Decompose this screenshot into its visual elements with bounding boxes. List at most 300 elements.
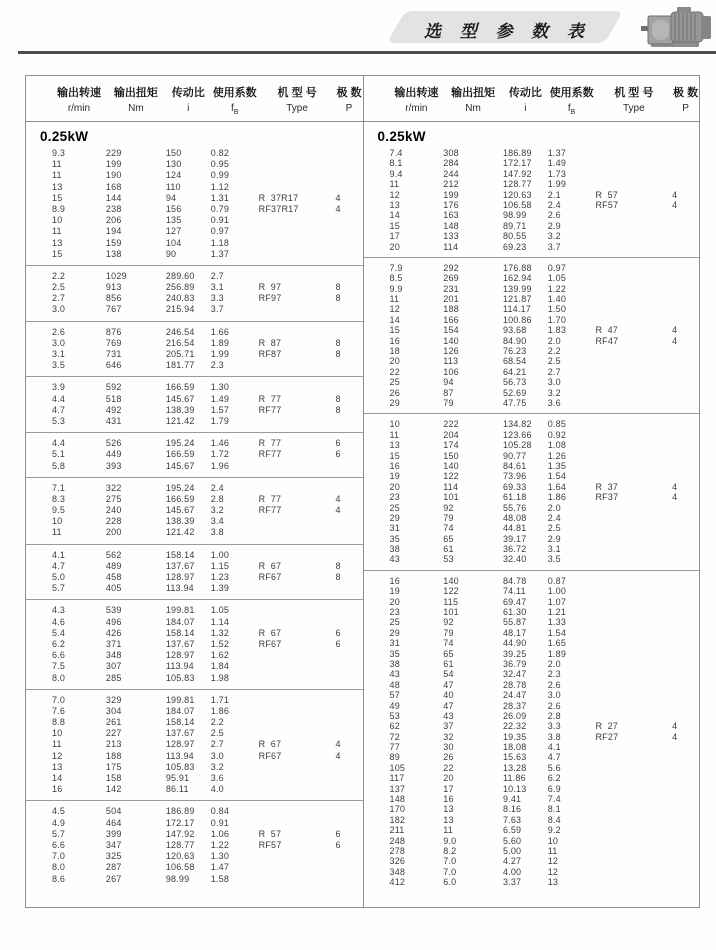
cell-service-factor: 0.82 xyxy=(210,148,230,158)
cell-ratio: 90 xyxy=(165,248,177,259)
col-header-output-speed: 输出转速 xyxy=(394,87,439,99)
cell-service-factor: 1.35 xyxy=(547,460,567,471)
cell-service-factor: 0.79 xyxy=(210,203,230,214)
table-row xyxy=(26,483,363,494)
cell-ratio: 105.28 xyxy=(502,440,532,451)
table-row xyxy=(364,867,700,877)
table-row xyxy=(364,815,700,825)
cell-model-type xyxy=(259,483,336,494)
cell-poles: 4 xyxy=(335,739,341,750)
cell-service-factor: 0.97 xyxy=(547,262,567,273)
cell-output-torque: 7.0 xyxy=(443,856,457,867)
cell-ratio: 84.78 xyxy=(502,575,527,586)
cell-output-speed: 77 xyxy=(389,742,400,753)
cell-output-speed: 8.3 xyxy=(52,493,66,504)
table-row xyxy=(26,338,363,349)
cell-service-factor: 3.7 xyxy=(547,241,561,252)
col-unit-poles: P xyxy=(682,103,689,114)
cell-output-speed: 4.4 xyxy=(52,438,66,449)
cell-output-speed: 4.4 xyxy=(52,393,66,404)
cell-model-type xyxy=(595,179,672,189)
cell-output-torque: 767 xyxy=(105,304,122,315)
cell-service-factor: 8.1 xyxy=(547,804,561,815)
cell-poles xyxy=(672,597,699,607)
cell-model-type xyxy=(595,294,672,304)
cell-output-torque: 74 xyxy=(443,523,454,534)
cell-ratio: 28.37 xyxy=(502,700,527,711)
cell-poles xyxy=(672,148,699,158)
cell-service-factor: 2.7 xyxy=(210,739,224,750)
cell-output-torque: 464 xyxy=(105,817,122,828)
cell-ratio: 7.63 xyxy=(502,814,522,825)
cell-model-type: RF77 xyxy=(258,505,282,516)
cell-service-factor: 0.91 xyxy=(210,817,230,828)
cell-service-factor: 1.12 xyxy=(210,181,230,192)
table-row xyxy=(26,238,363,249)
cell-output-torque: 199 xyxy=(443,189,459,200)
cell-poles xyxy=(672,367,699,377)
table-row xyxy=(364,721,700,731)
cell-ratio: 134.82 xyxy=(502,419,532,430)
cell-service-factor: 6.2 xyxy=(547,773,561,784)
table-row xyxy=(364,607,700,617)
cell-model-type xyxy=(259,461,336,472)
cell-output-torque: 159 xyxy=(105,237,122,248)
cell-output-speed: 3.9 xyxy=(52,382,66,393)
cell-ratio: 48.17 xyxy=(502,627,527,638)
cell-model-type xyxy=(595,430,672,440)
cell-output-torque: 22 xyxy=(443,762,454,773)
title-rule xyxy=(18,51,716,54)
cell-output-speed: 20 xyxy=(389,596,400,607)
cell-output-torque: 190 xyxy=(105,170,122,181)
table-row xyxy=(364,492,700,502)
cell-service-factor: 0.87 xyxy=(547,575,567,586)
cell-service-factor: 1.08 xyxy=(547,440,567,451)
cell-model-type: RF97 xyxy=(258,293,282,304)
cell-service-factor: 3.0 xyxy=(547,377,561,388)
cell-service-factor: 1.33 xyxy=(547,617,567,628)
cell-output-speed: 25 xyxy=(389,502,400,513)
table-row xyxy=(26,382,363,393)
cell-model-type xyxy=(259,851,336,862)
table-row xyxy=(26,650,363,661)
cell-ratio: 5.00 xyxy=(502,846,522,856)
table-row xyxy=(26,840,363,851)
cell-model-type xyxy=(595,701,672,711)
cell-poles xyxy=(672,294,699,304)
cell-output-speed: 38 xyxy=(389,658,400,669)
cell-model-type xyxy=(595,586,672,596)
cell-ratio: 138.39 xyxy=(165,516,195,527)
table-row xyxy=(364,325,700,335)
cell-output-speed: 11 xyxy=(52,739,62,750)
cell-poles xyxy=(672,576,699,586)
cell-service-factor: 1.30 xyxy=(210,851,230,862)
cell-service-factor: 8.4 xyxy=(547,814,561,825)
cell-model-type xyxy=(259,550,336,561)
col-header-poles: 极 数 xyxy=(336,87,362,99)
cell-output-speed: 35 xyxy=(389,533,400,544)
cell-model-type xyxy=(259,148,336,159)
cell-service-factor: 3.1 xyxy=(547,544,561,555)
table-row xyxy=(26,148,363,159)
cell-ratio: 186.89 xyxy=(165,806,195,817)
cell-ratio: 135 xyxy=(165,215,182,226)
cell-poles: 4 xyxy=(672,492,678,503)
cell-output-torque: 275 xyxy=(105,493,122,504)
table-row xyxy=(364,659,700,669)
cell-service-factor: 1.99 xyxy=(210,349,230,359)
cell-output-speed: 11 xyxy=(52,527,62,538)
cell-output-torque: 329 xyxy=(105,694,122,705)
table-row xyxy=(26,215,363,226)
cell-output-torque: 47 xyxy=(443,679,454,690)
cell-output-torque: 347 xyxy=(105,839,122,850)
cell-output-speed: 7.5 xyxy=(52,661,66,672)
table-row xyxy=(364,701,700,711)
cell-output-speed: 5.1 xyxy=(52,449,66,460)
cell-output-torque: 163 xyxy=(443,210,459,221)
table-row xyxy=(364,534,700,544)
cell-model-type xyxy=(595,367,672,377)
cell-poles: 8 xyxy=(335,404,341,415)
block-separator xyxy=(26,321,363,322)
cell-ratio: 36.72 xyxy=(502,544,527,555)
cell-poles xyxy=(336,818,363,829)
cell-service-factor: 1.22 xyxy=(210,839,230,850)
cell-model-type xyxy=(259,583,336,594)
cell-output-torque: 37 xyxy=(443,721,454,732)
cell-poles xyxy=(672,179,699,189)
cell-poles xyxy=(336,550,363,561)
page-title: 选 型 参 数 表 xyxy=(424,22,591,41)
cell-poles xyxy=(672,773,699,783)
cell-model-type xyxy=(595,554,672,564)
cell-ratio: 128.77 xyxy=(502,179,532,190)
col-unit-output-torque: Nm xyxy=(128,103,144,114)
cell-output-torque: 142 xyxy=(105,784,122,795)
cell-ratio: 216.54 xyxy=(165,337,195,348)
table-row xyxy=(26,874,363,885)
cell-output-torque: 458 xyxy=(105,572,122,582)
cell-model-type xyxy=(259,527,336,538)
cell-poles xyxy=(336,527,363,538)
table-row xyxy=(26,583,363,594)
cell-output-torque: 285 xyxy=(105,672,122,683)
cell-output-speed: 57 xyxy=(389,690,400,701)
cell-service-factor: 2.9 xyxy=(547,220,561,231)
col-unit-output-speed: r/min xyxy=(67,103,91,114)
cell-poles xyxy=(336,583,363,594)
cell-model-type xyxy=(259,650,336,661)
block-separator xyxy=(26,432,363,433)
cell-ratio: 84.61 xyxy=(502,460,527,471)
cell-output-speed: 8.6 xyxy=(52,873,66,884)
cell-poles xyxy=(336,806,363,817)
cell-output-torque: 731 xyxy=(105,349,122,359)
cell-output-torque: 913 xyxy=(105,282,122,293)
cell-output-torque: 1029 xyxy=(105,270,127,281)
cell-model-type xyxy=(259,762,336,773)
cell-poles xyxy=(672,690,699,700)
cell-service-factor: 1.49 xyxy=(547,158,567,169)
cell-model-type: RF57 xyxy=(595,199,619,210)
cell-output-speed: 29 xyxy=(389,397,400,408)
cell-ratio: 47.75 xyxy=(502,397,527,408)
table-row xyxy=(26,673,363,684)
cell-model-type xyxy=(259,327,336,338)
cell-model-type xyxy=(595,597,672,607)
cell-service-factor: 2.4 xyxy=(210,482,224,493)
cell-ratio: 106.58 xyxy=(165,862,195,873)
table-left-half xyxy=(26,76,363,907)
cell-output-speed: 7.6 xyxy=(52,705,66,716)
cell-service-factor: 3.7 xyxy=(210,304,224,315)
cell-output-torque: 114 xyxy=(443,481,459,492)
cell-poles xyxy=(336,717,363,728)
cell-output-torque: 492 xyxy=(105,404,122,415)
cell-ratio: 120.63 xyxy=(165,851,195,862)
cell-output-speed: 10 xyxy=(52,728,63,739)
cell-poles: 6 xyxy=(335,449,341,460)
cell-ratio: 137.67 xyxy=(165,560,195,571)
block-separator xyxy=(364,257,700,258)
cell-poles: 4 xyxy=(335,493,341,504)
cell-output-torque: 30 xyxy=(443,742,454,753)
cell-service-factor: 1.83 xyxy=(547,325,567,336)
cell-ratio: 114.17 xyxy=(502,304,531,315)
cell-output-speed: 8.0 xyxy=(52,672,66,683)
cell-ratio: 64.21 xyxy=(502,366,527,377)
cell-ratio: 18.08 xyxy=(502,742,527,753)
cell-output-speed: 9.3 xyxy=(52,148,66,158)
cell-ratio: 128.77 xyxy=(165,839,195,850)
cell-model-type xyxy=(595,461,672,471)
table-row xyxy=(26,204,363,215)
cell-poles xyxy=(336,650,363,661)
table-row xyxy=(364,773,700,783)
cell-service-factor: 3.2 xyxy=(210,505,224,516)
cell-output-speed: 16 xyxy=(389,575,400,586)
cell-poles xyxy=(336,226,363,237)
cell-model-type: R 77 xyxy=(258,493,282,504)
table-row xyxy=(26,349,363,360)
cell-ratio: 124 xyxy=(165,170,182,181)
table-row xyxy=(364,315,700,325)
cell-output-torque: 308 xyxy=(443,148,459,158)
col-header-output-torque: 输出扭矩 xyxy=(451,87,496,99)
cell-poles xyxy=(672,846,699,856)
cell-model-type xyxy=(595,638,672,648)
cell-service-factor: 0.92 xyxy=(547,429,567,440)
cell-ratio: 74.11 xyxy=(502,586,526,597)
cell-ratio: 195.24 xyxy=(165,482,195,493)
cell-service-factor: 1.58 xyxy=(210,873,230,884)
cell-poles: 6 xyxy=(335,828,341,839)
cell-output-speed: 412 xyxy=(389,877,406,888)
cell-poles xyxy=(672,356,699,366)
cell-poles xyxy=(672,794,699,804)
cell-ratio: 36.79 xyxy=(502,658,527,669)
cell-output-torque: 101 xyxy=(443,607,459,618)
cell-service-factor: 1.98 xyxy=(210,672,230,683)
cell-poles: 4 xyxy=(672,189,678,200)
cell-output-speed: 7.0 xyxy=(52,694,66,705)
cell-poles xyxy=(672,638,699,648)
table-row xyxy=(364,856,700,866)
cell-output-torque: 267 xyxy=(105,873,122,884)
cell-service-factor: 2.8 xyxy=(547,710,561,721)
cell-output-speed: 11 xyxy=(52,170,62,181)
cell-poles xyxy=(336,862,363,873)
cell-ratio: 205.71 xyxy=(165,349,195,359)
cell-poles xyxy=(672,419,699,429)
cell-poles: 8 xyxy=(335,349,341,359)
cell-output-speed: 4.9 xyxy=(52,817,66,828)
cell-ratio: 172.17 xyxy=(165,817,195,828)
cell-service-factor: 3.2 xyxy=(547,231,561,242)
cell-output-torque: 244 xyxy=(443,168,459,179)
cell-output-speed: 5.8 xyxy=(52,460,66,471)
cell-poles xyxy=(336,762,363,773)
cell-service-factor: 1.37 xyxy=(547,148,567,158)
cell-output-torque: 154 xyxy=(443,325,459,336)
cell-poles: 4 xyxy=(335,192,341,203)
cell-output-speed: 14 xyxy=(52,773,63,783)
cell-poles xyxy=(672,231,699,241)
cell-ratio: 44.90 xyxy=(502,638,527,649)
table-row xyxy=(26,394,363,405)
cell-ratio: 15.63 xyxy=(502,752,527,763)
cell-service-factor: 2.0 xyxy=(547,335,561,346)
cell-output-speed: 11 xyxy=(389,179,400,190)
cell-service-factor: 2.4 xyxy=(547,199,561,210)
col-unit-service-factor xyxy=(211,103,259,116)
cell-output-speed: 248 xyxy=(389,835,406,846)
cell-model-type xyxy=(595,576,672,586)
cell-poles xyxy=(336,271,363,282)
cell-output-torque: 213 xyxy=(105,739,122,750)
cell-output-speed: 5.3 xyxy=(52,415,66,426)
table-row xyxy=(26,182,363,193)
cell-output-torque: 539 xyxy=(105,605,122,616)
cell-poles xyxy=(672,544,699,554)
cell-model-type xyxy=(595,773,672,783)
cell-output-speed: 18 xyxy=(389,346,400,357)
cell-service-factor: 1.72 xyxy=(210,449,230,460)
cell-poles: 8 xyxy=(335,293,341,304)
cell-output-torque: 53 xyxy=(443,554,454,565)
cell-model-type xyxy=(595,242,672,252)
cell-output-speed: 23 xyxy=(389,492,400,503)
table-row xyxy=(364,513,700,523)
cell-output-speed: 15 xyxy=(389,220,400,231)
table-header xyxy=(364,76,700,122)
cell-model-type: RF67 xyxy=(258,638,282,649)
cell-output-torque: 7.0 xyxy=(443,866,457,877)
cell-output-speed: 49 xyxy=(389,700,400,711)
table-row xyxy=(364,158,700,168)
cell-ratio: 145.67 xyxy=(165,460,195,471)
cell-model-type xyxy=(259,226,336,237)
table-row xyxy=(26,405,363,416)
cell-service-factor: 1.07 xyxy=(547,596,567,607)
cell-model-type xyxy=(595,419,672,429)
cell-output-torque: 13 xyxy=(443,804,454,815)
cell-poles: 4 xyxy=(335,203,341,214)
cell-poles xyxy=(336,605,363,616)
cell-output-speed: 20 xyxy=(389,481,400,492)
cell-output-torque: 13 xyxy=(443,814,454,825)
cell-output-torque: 592 xyxy=(105,382,122,393)
cell-output-speed: 2.6 xyxy=(52,326,66,337)
cell-service-factor: 1.62 xyxy=(210,650,230,661)
cell-poles xyxy=(672,669,699,679)
cell-output-speed: 4.6 xyxy=(52,616,66,627)
cell-output-torque: 174 xyxy=(443,440,459,451)
cell-ratio: 113.94 xyxy=(165,661,194,672)
cell-ratio: 19.35 xyxy=(502,731,527,742)
cell-output-speed: 15 xyxy=(389,325,400,336)
cell-service-factor: 2.2 xyxy=(210,717,224,728)
table-row xyxy=(26,293,363,304)
cell-ratio: 139.99 xyxy=(502,283,532,294)
cell-output-speed: 8.1 xyxy=(389,158,403,169)
cell-service-factor: 1.54 xyxy=(547,627,567,638)
cell-poles xyxy=(336,784,363,795)
table-row xyxy=(364,711,700,721)
table-row xyxy=(26,751,363,762)
cell-output-speed: 2.5 xyxy=(52,282,66,293)
cell-ratio: 166.59 xyxy=(165,493,195,504)
cell-poles xyxy=(672,659,699,669)
cell-poles: 8 xyxy=(335,282,341,293)
cell-ratio: 113.94 xyxy=(165,750,194,761)
cell-output-speed: 9.4 xyxy=(389,168,403,179)
cell-output-speed: 211 xyxy=(389,825,405,836)
table-row xyxy=(364,231,700,241)
table-row xyxy=(26,304,363,315)
cell-model-type: RF67 xyxy=(258,750,282,761)
cell-service-factor: 1.00 xyxy=(210,549,230,560)
cell-model-type xyxy=(595,877,672,887)
table-row xyxy=(26,282,363,293)
cell-service-factor: 3.3 xyxy=(210,293,224,304)
cell-model-type xyxy=(595,763,672,773)
table-row xyxy=(26,639,363,650)
cell-service-factor: 1.40 xyxy=(547,294,567,305)
cell-output-torque: 144 xyxy=(105,192,122,203)
cell-ratio: 145.67 xyxy=(165,393,195,404)
col-header-poles: 极 数 xyxy=(673,87,699,99)
block-separator xyxy=(26,265,363,266)
cell-output-torque: 176 xyxy=(443,199,459,210)
cell-ratio: 106.58 xyxy=(502,199,532,210)
cell-service-factor: 1.21 xyxy=(547,607,567,618)
cell-poles xyxy=(672,752,699,762)
cell-poles: 8 xyxy=(335,393,341,404)
cell-output-torque: 148 xyxy=(443,220,459,231)
cell-service-factor: 1.84 xyxy=(210,661,230,672)
cell-poles: 6 xyxy=(335,627,341,638)
cell-poles xyxy=(672,304,699,314)
cell-output-torque: 32 xyxy=(443,731,454,742)
cell-output-torque: 269 xyxy=(443,273,459,284)
cell-service-factor: 2.5 xyxy=(547,356,561,367)
cell-ratio: 98.99 xyxy=(165,873,190,884)
table-row xyxy=(364,284,700,294)
